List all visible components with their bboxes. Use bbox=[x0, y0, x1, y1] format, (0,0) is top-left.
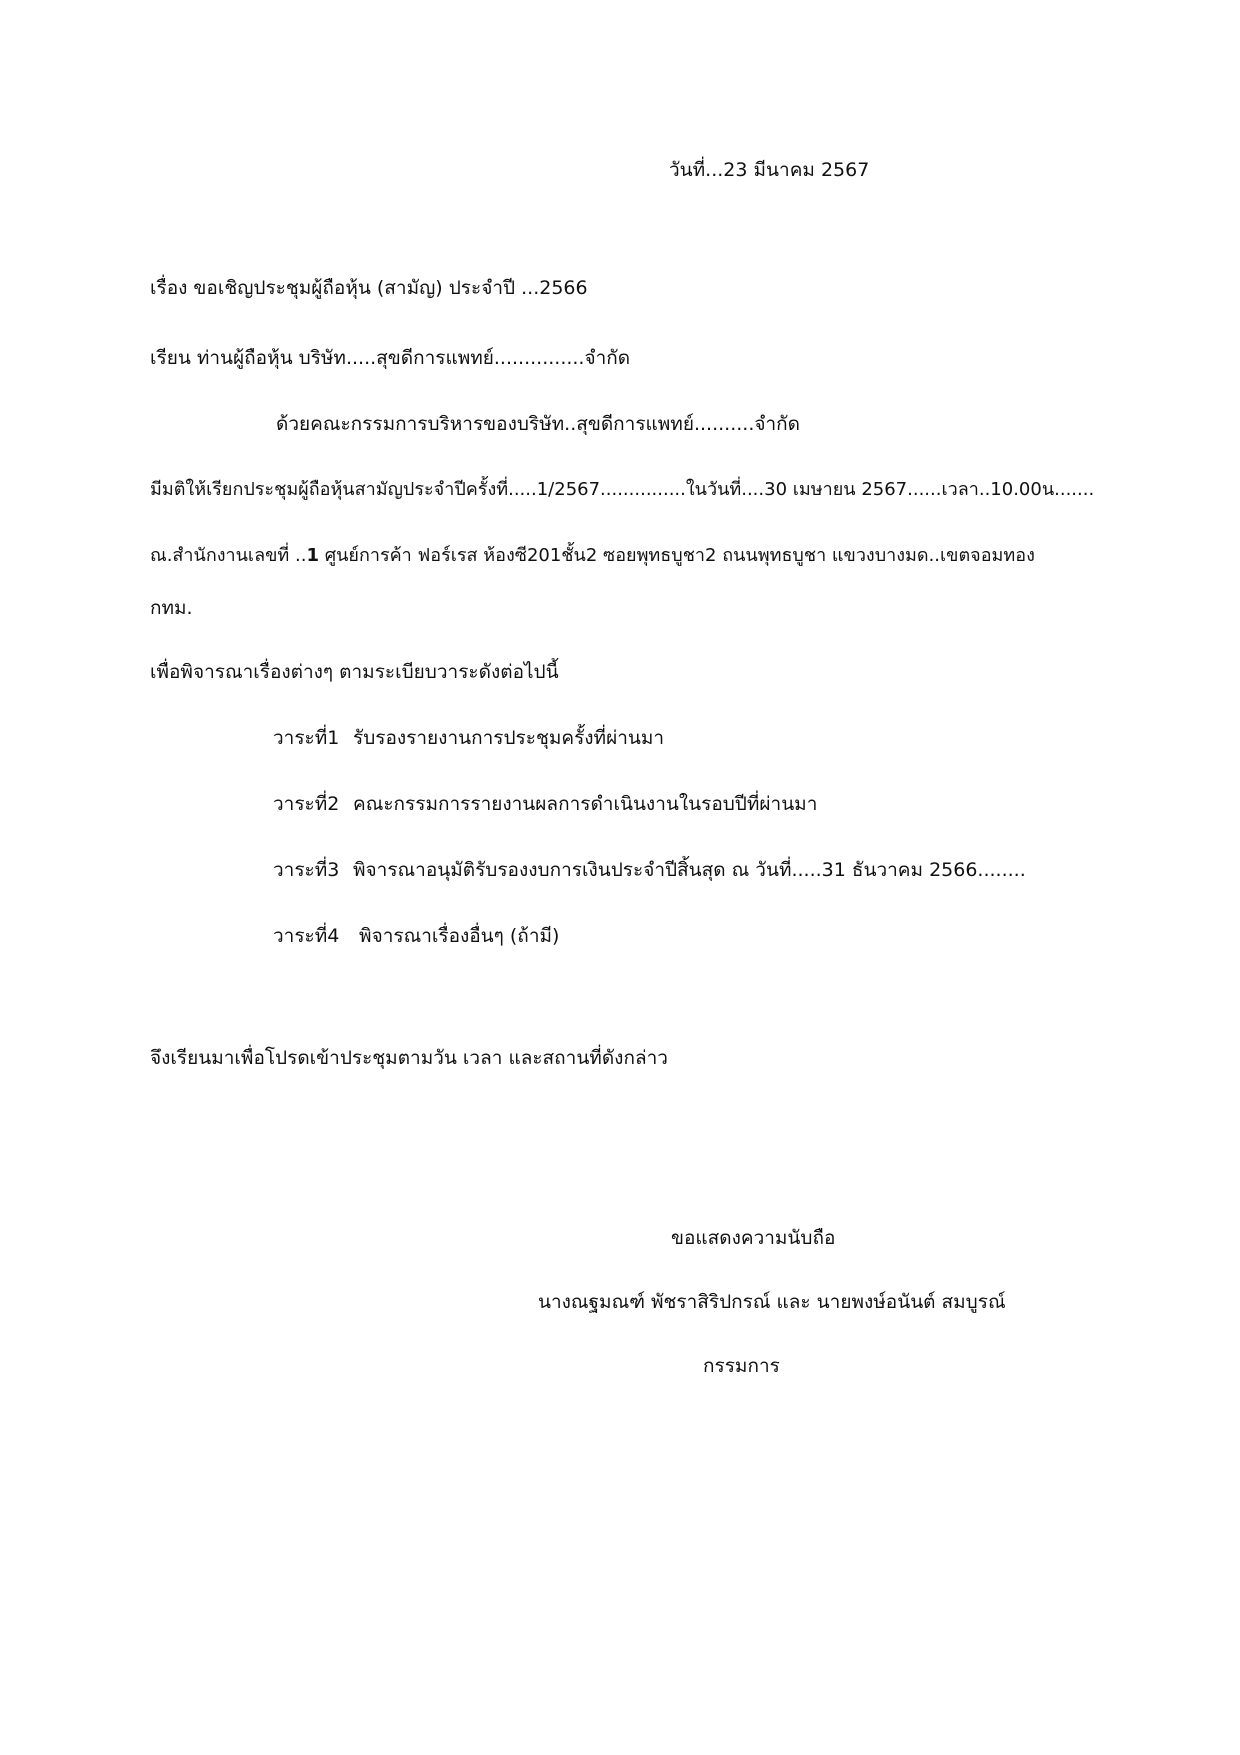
agenda-label: วาระที่1 bbox=[273, 727, 340, 749]
venue-prefix: ณ.สำนักงานเลขที่ .. bbox=[150, 545, 307, 566]
letter-recipient: เรียน ท่านผู้ถือหุ้น บริษัท.....สุขดีการแพทย์...............จำกัด bbox=[150, 347, 631, 369]
signatory-title: กรรมการ bbox=[703, 1355, 780, 1377]
agenda-label: วาระที่2 bbox=[273, 793, 340, 815]
salutation: ขอแสดงความนับถือ bbox=[671, 1227, 836, 1249]
agenda-text: รับรองรายงานการประชุมครั้งที่ผ่านมา bbox=[353, 727, 665, 749]
agenda-label: วาระที่3 bbox=[273, 859, 340, 881]
agenda-text: คณะกรรมการรายงานผลการดำเนินงานในรอบปีที่ผ่านมา bbox=[353, 793, 818, 815]
venue-number: 1 bbox=[306, 545, 319, 566]
letter-venue bbox=[150, 544, 1035, 568]
letter-venue-city: กทม. bbox=[150, 597, 193, 619]
agenda-item bbox=[273, 726, 664, 750]
letter-intro: ด้วยคณะกรรมการบริหารของบริษัท..สุขดีการแพทย์..........จำกัด bbox=[276, 413, 801, 435]
agenda-item bbox=[273, 858, 1026, 882]
agenda-item bbox=[273, 924, 559, 948]
letter-subject: เรื่อง ขอเชิญประชุมผู้ถือหุ้น (สามัญ) ประจำปี ...2566 bbox=[150, 277, 588, 299]
letter-date: วันที่...23 มีนาคม 2567 bbox=[669, 159, 870, 181]
agenda-intro: เพื่อพิจารณาเรื่องต่างๆ ตามระเบียบวาระดังต่อไปนี้ bbox=[150, 661, 559, 683]
letter-resolution: มีมติให้เรียกประชุมผู้ถือหุ้นสามัญประจำปีครั้งที่.....1/2567...............ในวันที่....30 เมษายน 2567......เวลา..10.00น....... bbox=[150, 479, 1095, 500]
agenda-text: พิจารณาเรื่องอื่นๆ (ถ้ามี) bbox=[353, 925, 560, 947]
venue-rest: ศูนย์การค้า ฟอร์เรส ห้องซี201ชั้น2 ซอยพุทธบูชา2 ถนนพุทธบูชา แขวงบางมด..เขตจอมทอง bbox=[318, 545, 1035, 566]
signatories: นางณฐมณฑ์ พัชราสิริปกรณ์ และ นายพงษ์อนันต์ สมบูรณ์ bbox=[538, 1291, 1006, 1313]
closing-request: จึงเรียนมาเพื่อโปรดเข้าประชุมตามวัน เวลา และสถานที่ดังกล่าว bbox=[150, 1047, 668, 1069]
agenda-item bbox=[273, 792, 817, 816]
agenda-label: วาระที่4 bbox=[273, 925, 340, 947]
agenda-text: พิจารณาอนุมัติรับรองงบการเงินประจำปีสิ้นสุด ณ วันที่.....31 ธันวาคม 2566........ bbox=[353, 859, 1026, 881]
